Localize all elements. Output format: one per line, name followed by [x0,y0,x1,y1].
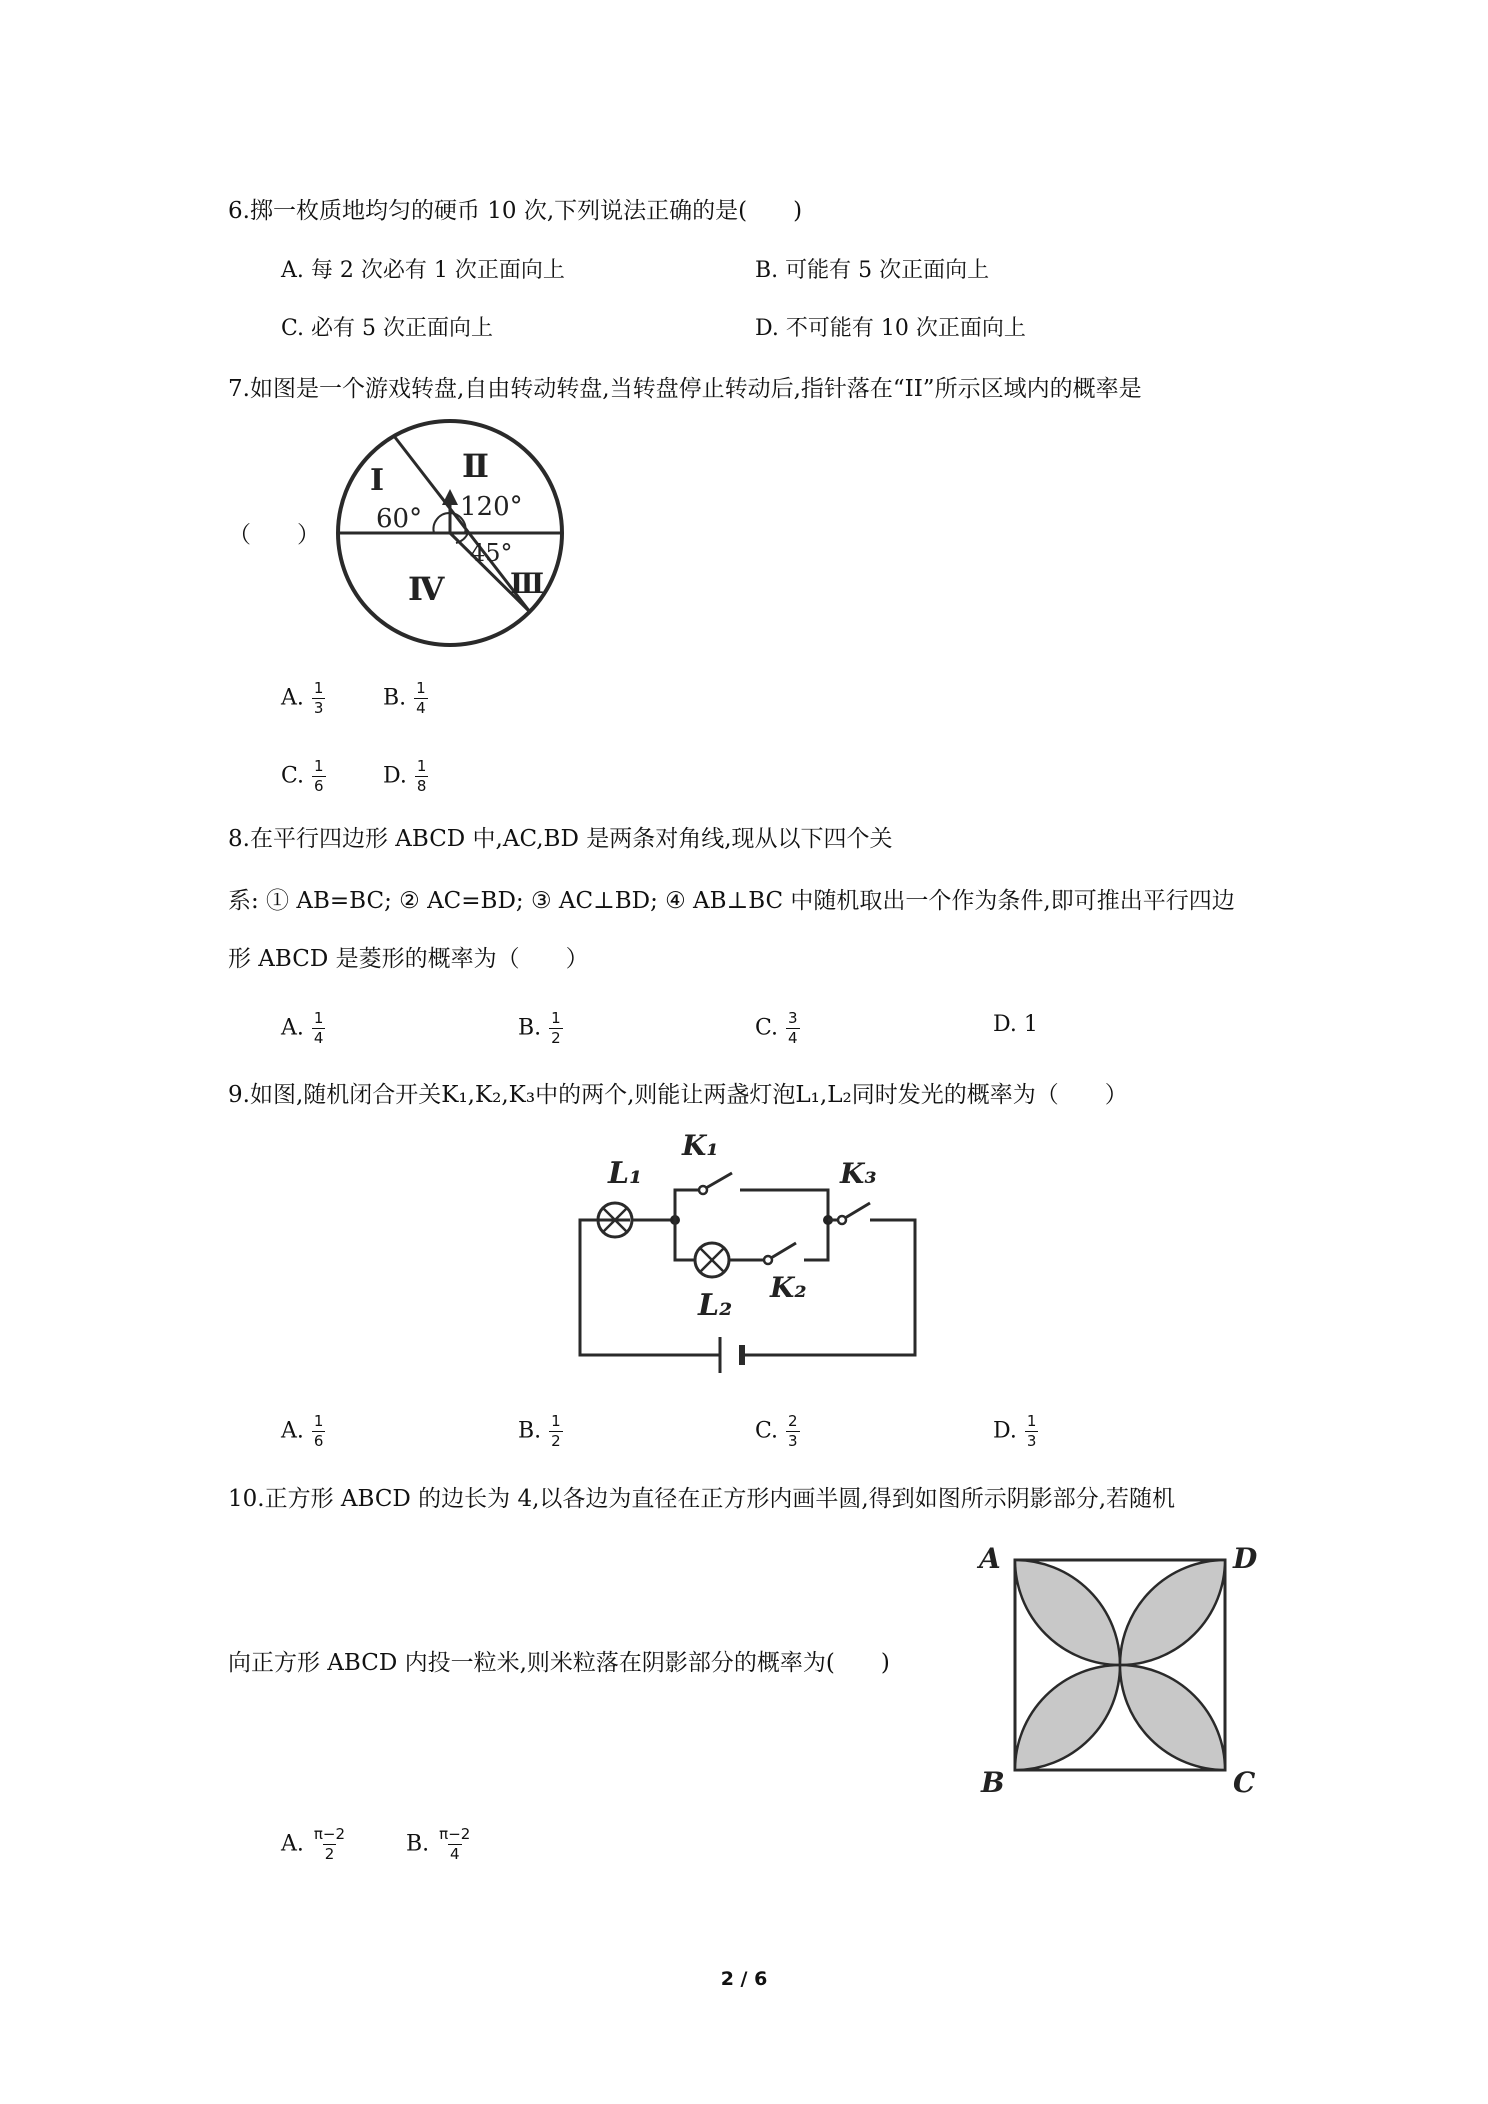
square-figure [975,1540,1275,1800]
angle-120-label: 120° [460,492,523,522]
q9-option-b: B. $\frac{1}{2}$ [518,1412,561,1450]
q6-option-a: A. 每 2 次必有 1 次正面向上 [281,258,565,283]
q10-option-b: B. $\frac{\pi-2}{4}$ [406,1825,471,1863]
vertex-a: A [979,1542,1001,1575]
q8-option-d: D. 1 [993,1012,1038,1037]
q10-stem-line2: 向正方形 ABCD 内投一粒米,则米粒落在阴影部分的概率为( ) [228,1650,890,1676]
shaded-petals [1015,1560,1225,1770]
label-k1: K₁ [682,1129,719,1162]
q8-stem-line3: 形 ABCD 是菱形的概率为（ ） [228,946,589,972]
q6-option-c: C. 必有 5 次正面向上 [281,316,494,341]
q7-option-c: C. $\frac{1}{6}$ [281,757,324,795]
q7-option-d: D. $\frac{1}{8}$ [383,757,427,795]
q6-option-d: D. 不可能有 10 次正面向上 [755,316,1026,341]
spinner-figure [330,415,570,655]
page-number: 2 / 6 [720,1968,768,1990]
petal-bottom-right [1120,1665,1225,1770]
label-k2: K₂ [770,1271,807,1304]
label-l1: L₁ [608,1156,643,1191]
q8-stem-line2: 系: ① AB=BC; ② AC=BD; ③ AC⊥BD; ④ AB⊥BC 中随机取出一个作为条件,即可推出平行四边 [228,888,1235,914]
q7-paren: （ ） [228,522,320,548]
label-region-3: Ⅲ [510,567,545,600]
q10-stem-line1: 10.正方形 ABCD 的边长为 4,以各边为直径在正方形内画半圆,得到如图所示阴影部分,若随机 [228,1486,1176,1512]
q9-option-d: D. $\frac{1}{3}$ [993,1412,1037,1450]
q8-option-c: C. $\frac{3}{4}$ [755,1009,798,1047]
q9-option-c: C. $\frac{2}{3}$ [755,1412,798,1450]
q7-option-b: B. $\frac{1}{4}$ [383,679,426,717]
q7-stem: 7.如图是一个游戏转盘,自由转动转盘,当转盘停止转动后,指针落在“II”所示区域内的概率是 [228,376,1142,402]
petal-top-left [1015,1560,1120,1665]
label-l2: L₂ [698,1288,733,1323]
circuit-figure [570,1125,930,1385]
q7-option-a: A. $\frac{1}{3}$ [281,679,324,717]
vertex-c: C [1233,1766,1256,1799]
q6-stem: 6.掷一枚质地均匀的硬币 10 次,下列说法正确的是( ) [228,198,803,224]
q8-option-a: A. $\frac{1}{4}$ [281,1009,324,1047]
q9-stem: 9.如图,随机闭合开关K₁,K₂,K₃中的两个,则能让两盏灯泡L₁,L₂同时发光的概率为（ ） [228,1082,1128,1108]
label-region-1: Ⅰ [370,463,385,498]
q8-stem-line1: 8.在平行四边形 ABCD 中,AC,BD 是两条对角线,现从以下四个关 [228,826,893,852]
q8-option-b: B. $\frac{1}{2}$ [518,1009,561,1047]
q9-option-a: A. $\frac{1}{6}$ [281,1412,324,1450]
label-region-4: Ⅳ [408,570,445,608]
vertex-d: D [1233,1542,1258,1575]
label-region-2: Ⅱ [462,447,489,485]
q6-option-b: B. 可能有 5 次正面向上 [755,258,990,283]
angle-45-label: 45° [470,539,513,567]
angle-60-label: 60° [376,504,423,534]
vertex-b: B [981,1766,1005,1799]
spinner-pointer-head [442,489,458,505]
label-k3: K₃ [840,1157,877,1190]
petal-top-right [1120,1560,1225,1665]
petal-bottom-left [1015,1665,1120,1770]
q10-option-a: A. $\frac{\pi-2}{2}$ [281,1825,346,1863]
